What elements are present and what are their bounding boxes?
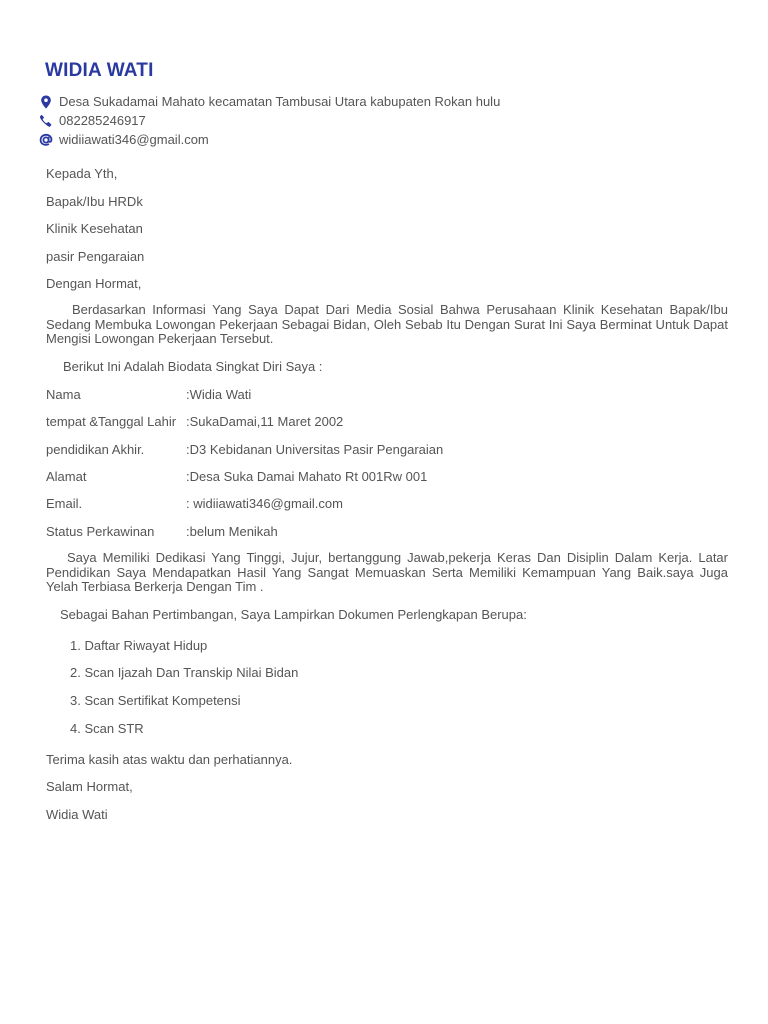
dedication-paragraph [46,551,728,595]
map-pin-icon [38,94,53,109]
contact-block [38,92,500,149]
attachment-item: 4. Scan STR [70,721,144,736]
phone-row [38,111,500,130]
recipient-line-3: pasir Pengaraian [46,249,145,264]
bio-value-ttl: :SukaDamai,11 Maret 2002 [186,414,344,429]
address-text: Desa Sukadamai Mahato kecamatan Tambusai Utara kabupaten Rokan hulu [59,94,501,109]
bio-value-email: : widiiawati346@gmail.com [186,496,343,511]
bio-label-status: Status Perkawinan [46,524,155,539]
intro-paragraph-text: Berdasarkan Informasi Yang Saya Dapat Dari Media Sosial Bahwa Perusahaan Klinik Kesehatan Bapak/Ibu Sedang Membuka Lowongan Pekerjaan Sebagai Bidan, Oleh Sebab Itu Dengan Surat Ini Saya Berminat Untuk Dapat Mengisi Lowongan Pekerjaan Tersebut. [46,302,728,346]
phone-text: 082285246917 [59,113,146,128]
signature-name: Widia Wati [46,807,108,822]
intro-paragraph [46,303,728,347]
bio-value-nama: :Widia Wati [186,387,252,402]
attachment-item: 2. Scan Ijazah Dan Transkip Nilai Bidan [70,665,299,680]
salutation: Dengan Hormat, [46,276,142,291]
bio-value-alamat: :Desa Suka Damai Mahato Rt 001Rw 001 [186,469,428,484]
bio-value-status: :belum Menikah [186,524,278,539]
closing-regards: Salam Hormat, [46,779,133,794]
bio-label-email: Email. [46,496,83,511]
email-row [38,130,500,149]
bio-value-pendidikan: :D3 Kebidanan Universitas Pasir Pengaraian [186,442,444,457]
dedication-paragraph-text: Saya Memiliki Dedikasi Yang Tinggi, Jujur, bertanggung Jawab,pekerja Keras Dan Disiplin Dalam Kerja. Latar Pendidikan Saya Mendapatkan Hasil Yang Sangat Memuaskan Serta Memiliki Kemampuan Yang Baik.saya Juga Yelah Terbiasa Berkerja Dengan Tim . [46,550,728,594]
attachment-item: 3. Scan Sertifikat Kompetensi [70,693,241,708]
attachment-item: 1. Daftar Riwayat Hidup [70,638,208,653]
at-icon [38,132,53,147]
recipient-greeting: Kepada Yth, [46,166,118,181]
bio-label-pendidikan: pendidikan Akhir. [46,442,145,457]
phone-icon [38,113,53,128]
applicant-name: WIDIA WATI [45,60,154,81]
bio-label-nama: Nama [46,387,81,402]
bio-intro: Berikut Ini Adalah Biodata Singkat Diri Saya : [63,359,323,374]
attachments-intro: Sebagai Bahan Pertimbangan, Saya Lampirkan Dokumen Perlengkapan Berupa: [60,607,527,622]
recipient-line-2: Klinik Kesehatan [46,221,143,236]
email-text: widiiawati346@gmail.com [59,132,209,147]
bio-label-alamat: Alamat [46,469,87,484]
bio-label-ttl: tempat &Tanggal Lahir [46,414,177,429]
address-row [38,92,500,111]
closing-thanks: Terima kasih atas waktu dan perhatiannya. [46,752,293,767]
recipient-line-1: Bapak/Ibu HRDk [46,194,143,209]
